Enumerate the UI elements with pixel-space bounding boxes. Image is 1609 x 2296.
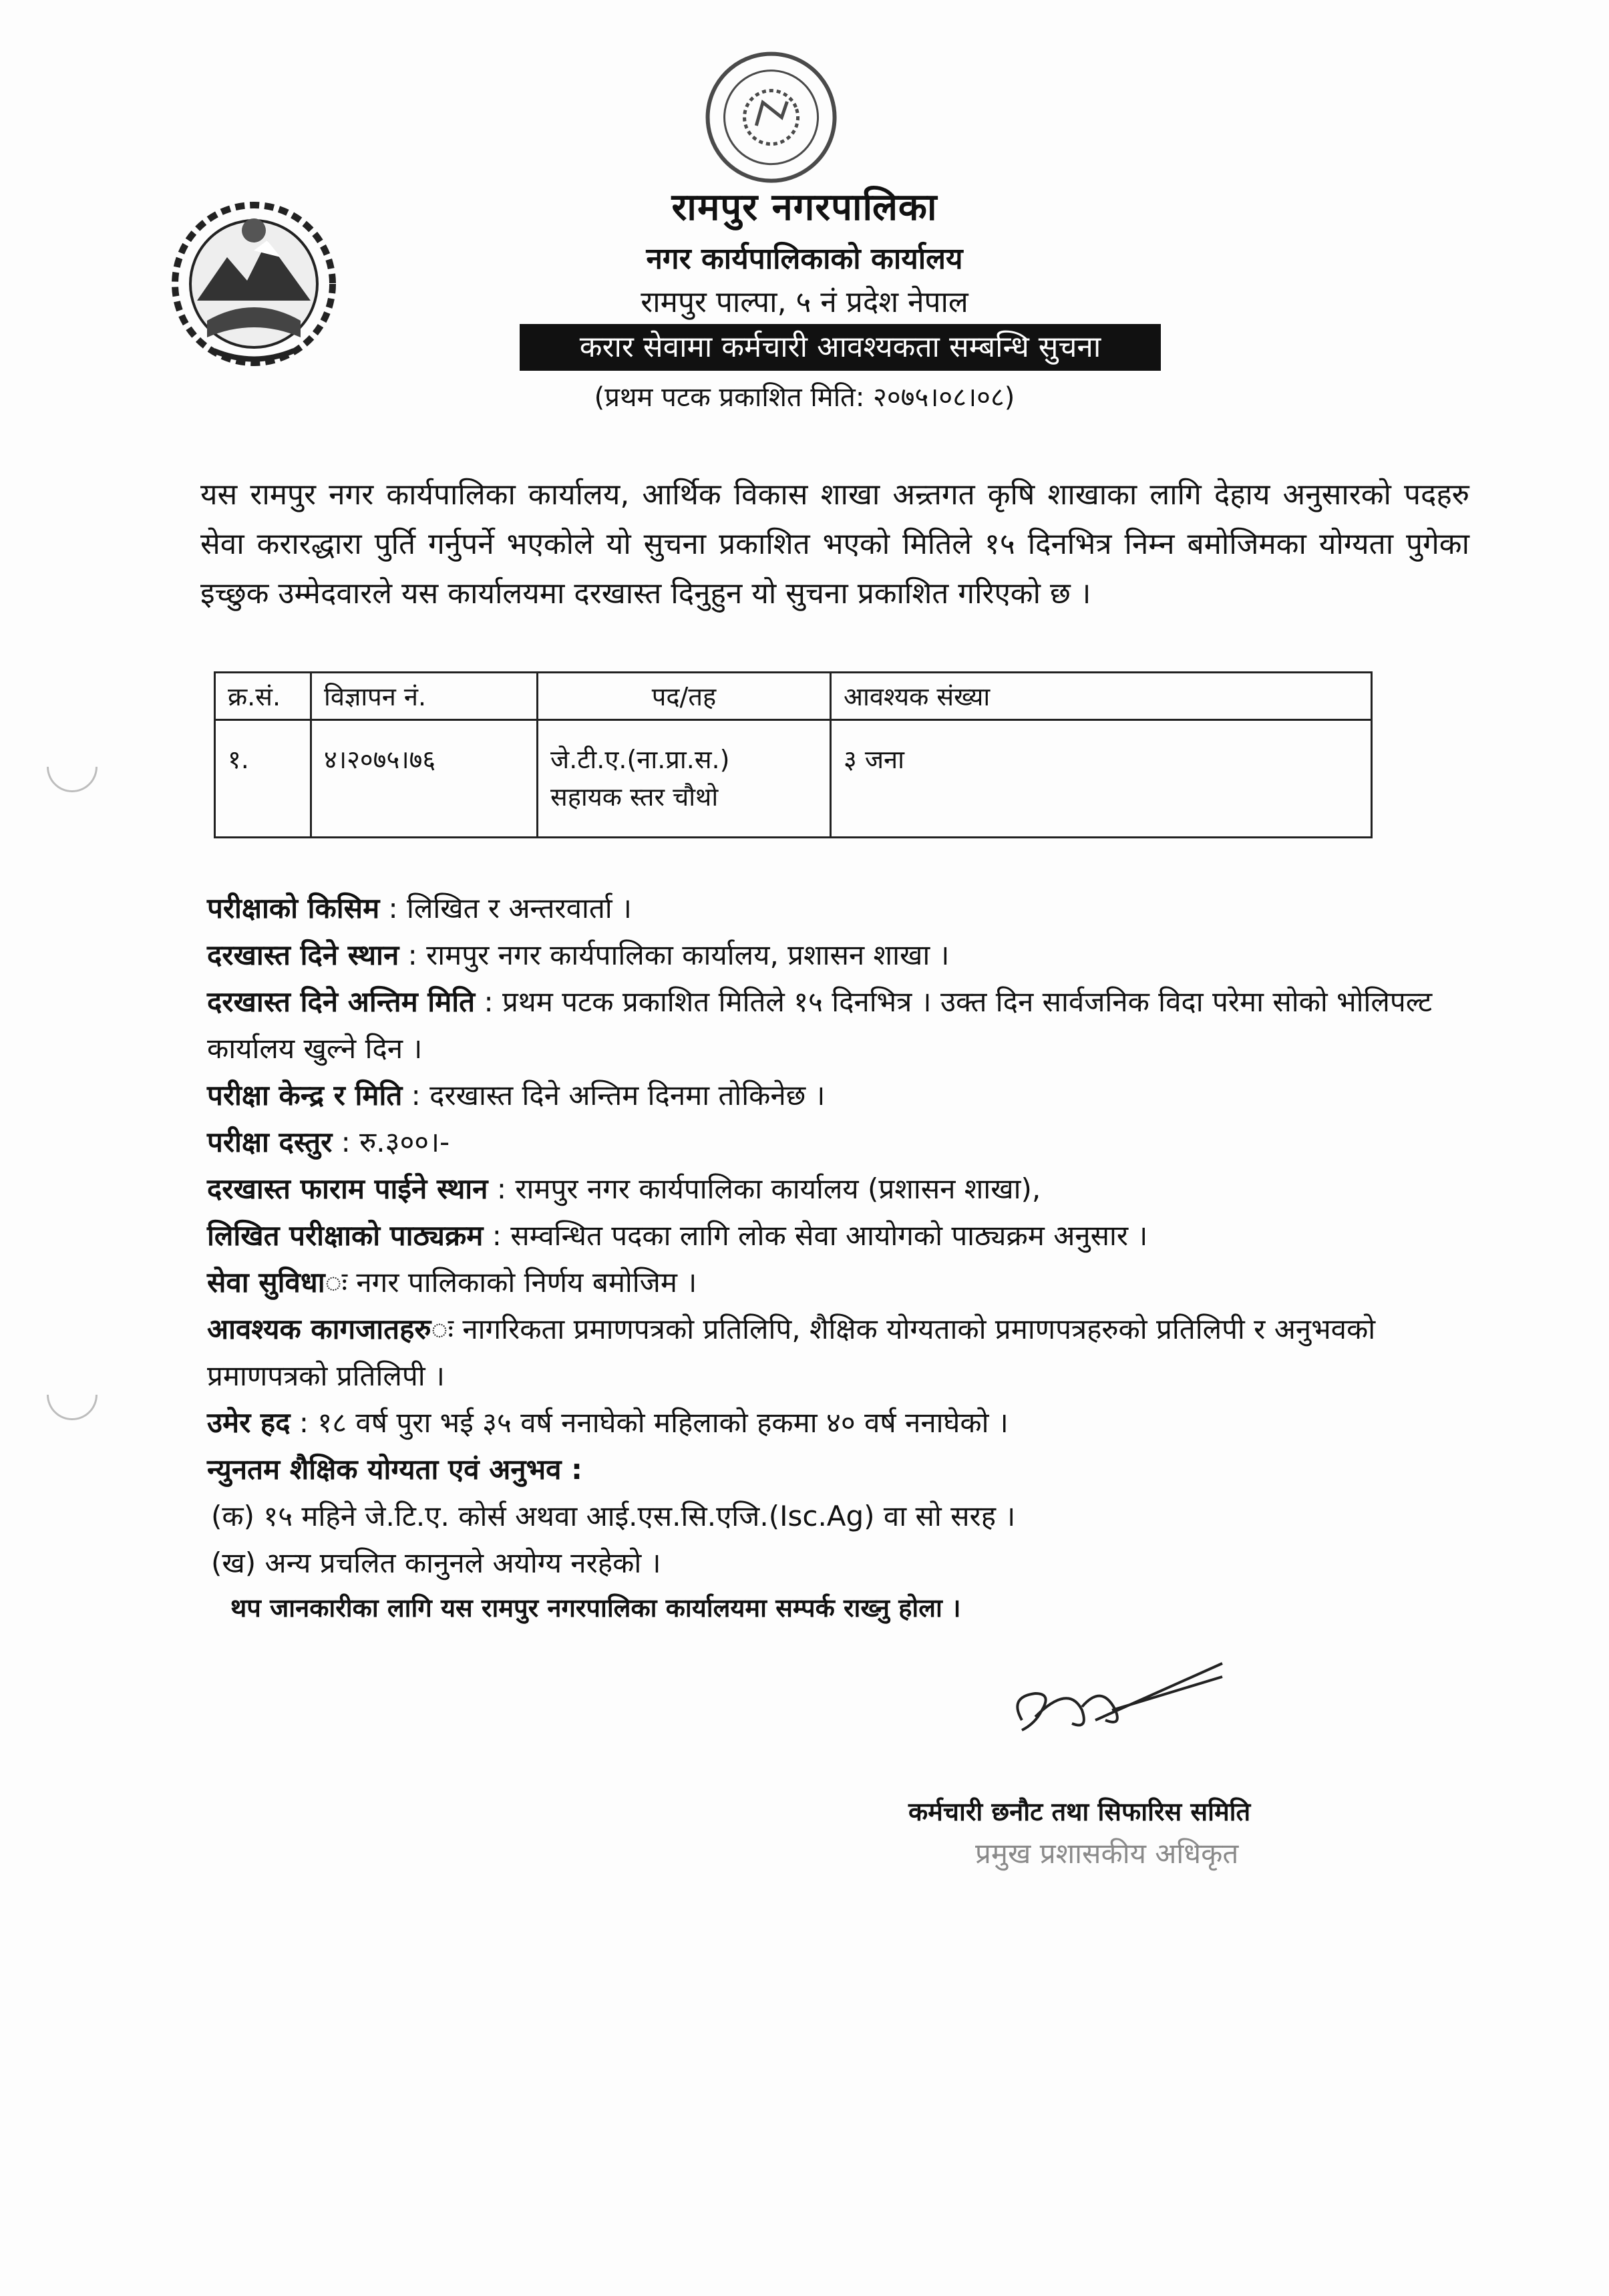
- vacancy-table: [214, 671, 1373, 838]
- punch-hole-mark: [36, 731, 108, 802]
- table-header-row: [215, 673, 1372, 720]
- detail-label: आवश्यक कागजातहरु: [207, 1313, 431, 1345]
- detail-facilities: सेवा सुविधाः नगर पालिकाको निर्णय बमोजिम ।: [207, 1266, 697, 1299]
- detail-value: दरखास्त दिने अन्तिम दिनमा तोकिनेछ ।: [429, 1079, 826, 1112]
- detail-label: परीक्षाको किसिम: [207, 892, 380, 925]
- qualification-item: (ख) अन्य प्रचलित कानुनले अयोग्य नरहेको ।: [211, 1546, 661, 1579]
- detail-syllabus: लिखित परीक्षाको पाठ्यक्रम : सम्वन्धित पदका लागि लोक सेवा आयोगको पाठ्यक्रम अनुसार ।: [207, 1219, 1148, 1252]
- detail-value: रु.३००।-: [359, 1126, 450, 1158]
- office-name: रामपुर नगरपालिका: [671, 186, 938, 229]
- detail-application-place: दरखास्त दिने स्थान : रामपुर नगर कार्यपालिका कार्यालय, प्रशासन शाखा ।: [207, 939, 950, 971]
- detail-label: लिखित परीक्षाको पाठ्यक्रम: [207, 1219, 484, 1252]
- detail-value: रामपुर नगर कार्यपालिका कार्यालय (प्रशासन शाखा),: [515, 1172, 1041, 1205]
- contact-note: थप जानकारीका लागि यस रामपुर नगरपालिका कार्यालयमा सम्पर्क राख्नु होला ।: [230, 1593, 961, 1623]
- details-section: [207, 885, 1476, 1587]
- detail-value: नागरिकता प्रमाणपत्रको प्रतिलिपि, शैक्षिक योग्यताको प्रमाणपत्रहरुको प्रतिलिपी र अनुभवको प्रमाणपत्रको प्रतिलिपी ।: [207, 1313, 1376, 1392]
- detail-label: न्युनतम शैक्षिक योग्यता एवं अनुभव: [207, 1453, 562, 1486]
- intro-paragraph: यस रामपुर नगर कार्यपालिका कार्यालय, आर्थिक विकास शाखा अन्र्तगत कृषि शाखाका लागि देहाय अनुसारको पदहरु सेवा करारद्धारा पुर्ति गर्नुपर्ने भएकोले यो सुचना प्रकाशित भएको मितिले १५ दिनभित्र निम्न बमोजिमका योग्यता पुगेका इच्छुक उम्मेदवारले यस कार्यालयमा दरखास्त दिनुहुन यो सुचना प्रकाशित गरिएको छ ।: [200, 478, 1469, 611]
- col-header-count: आवश्यक संख्या: [831, 673, 1372, 720]
- detail-label: परीक्षा दस्तुर: [207, 1126, 333, 1158]
- detail-label: उमेर हद: [207, 1406, 291, 1439]
- col-header-sn: क्र.सं.: [215, 673, 311, 720]
- cell-sn: १.: [215, 720, 311, 838]
- qualification-item: (क) १५ महिने जे.टि.ए. कोर्स अथवा आई.एस.सि.एजि.(Isc.Ag) वा सो सरह ।: [211, 1500, 1016, 1532]
- table-row: [215, 720, 1372, 838]
- office-address: रामपुर पाल्पा, ५ नं प्रदेश नेपाल: [641, 285, 968, 319]
- detail-value: प्रथम पटक प्रकाशित मितिले १५ दिनभित्र । उक्त दिन सार्वजनिक विदा परेमा सोको भोलिपल्ट कार्यालय खुल्ने दिन ।: [207, 985, 1433, 1065]
- detail-form-place: दरखास्त फाराम पाईने स्थान : रामपुर नगर कार्यपालिका कार्यालय (प्रशासन शाखा),: [207, 1172, 1041, 1205]
- post-line-2: सहायक स्तर चौथो: [550, 782, 719, 812]
- punch-hole-mark: [36, 1359, 108, 1430]
- signature-image: [995, 1657, 1236, 1757]
- detail-value: नगर पालिकाको निर्णय बमोजिम ।: [356, 1266, 697, 1299]
- detail-exam-center: परीक्षा केन्द्र र मिति : दरखास्त दिने अन्तिम दिनमा तोकिनेछ ।: [207, 1079, 826, 1112]
- publish-date: (प्रथम पटक प्रकाशित मिति: २०७५।०८।०८): [594, 382, 1015, 413]
- col-header-adv-no: विज्ञापन नं.: [311, 673, 538, 720]
- notice-title: करार सेवामा कर्मचारी आवश्यकता सम्बन्धि सुचना: [520, 324, 1161, 371]
- post-line-1: जे.टी.ए.(ना.प्रा.स.): [550, 745, 730, 774]
- cell-post: [538, 720, 831, 838]
- detail-age-limit: उमेर हद : १८ वर्ष पुरा भई ३५ वर्ष ननाघेको महिलाको हकमा ४० वर्ष ननाघेको ।: [207, 1406, 1009, 1439]
- cell-count: ३ जना: [831, 720, 1372, 838]
- col-header-post: पद/तह: [538, 673, 831, 720]
- detail-label: दरखास्त दिने अन्तिम मिति: [207, 985, 476, 1018]
- detail-exam-fee: परीक्षा दस्तुर : रु.३००।-: [207, 1126, 450, 1158]
- detail-value: लिखित र अन्तरवार्ता ।: [407, 892, 632, 925]
- detail-documents: आवश्यक कागजातहरुः नागरिकता प्रमाणपत्रको प्रतिलिपि, शैक्षिक योग्यताको प्रमाणपत्रहरुको प्रतिलिपी र अनुभवको प्रमाणपत्रको प्रतिलिपी ।: [207, 1313, 1376, 1392]
- detail-deadline: दरखास्त दिने अन्तिम मिति : प्रथम पटक प्रकाशित मितिले १५ दिनभित्र । उक्त दिन सार्वजनिक विदा परेमा सोको भोलिपल्ट कार्यालय खुल्ने दिन ।: [207, 985, 1433, 1065]
- office-subtitle: नगर कार्यपालिकाको कार्यालय: [646, 242, 963, 276]
- detail-label: परीक्षा केन्द्र र मिति: [207, 1079, 403, 1112]
- detail-label: सेवा सुविधा: [207, 1266, 325, 1299]
- seal-stamp-text: प्रमुख प्रशासकीय अधिकृत: [975, 1837, 1239, 1870]
- detail-exam-type: परीक्षाको किसिम : लिखित र अन्तरवार्ता ।: [207, 892, 632, 925]
- detail-value: सम्वन्धित पदका लागि लोक सेवा आयोगको पाठ्यक्रम अनुसार ।: [510, 1219, 1148, 1252]
- committee-name: कर्मचारी छनौट तथा सिफारिस समिति: [908, 1797, 1251, 1826]
- detail-label: दरखास्त दिने स्थान: [207, 939, 399, 971]
- cell-adv-no: ४।२०७५।७६: [311, 720, 538, 838]
- detail-value: रामपुर नगर कार्यपालिका कार्यालय, प्रशासन शाखा ।: [426, 939, 950, 971]
- detail-qualification-heading: न्युनतम शैक्षिक योग्यता एवं अनुभव :: [207, 1453, 582, 1486]
- detail-value: १८ वर्ष पुरा भई ३५ वर्ष ननाघेको महिलाको हकमा ४० वर्ष ननाघेको ।: [317, 1406, 1009, 1439]
- detail-label: दरखास्त फाराम पाईने स्थान: [207, 1172, 488, 1205]
